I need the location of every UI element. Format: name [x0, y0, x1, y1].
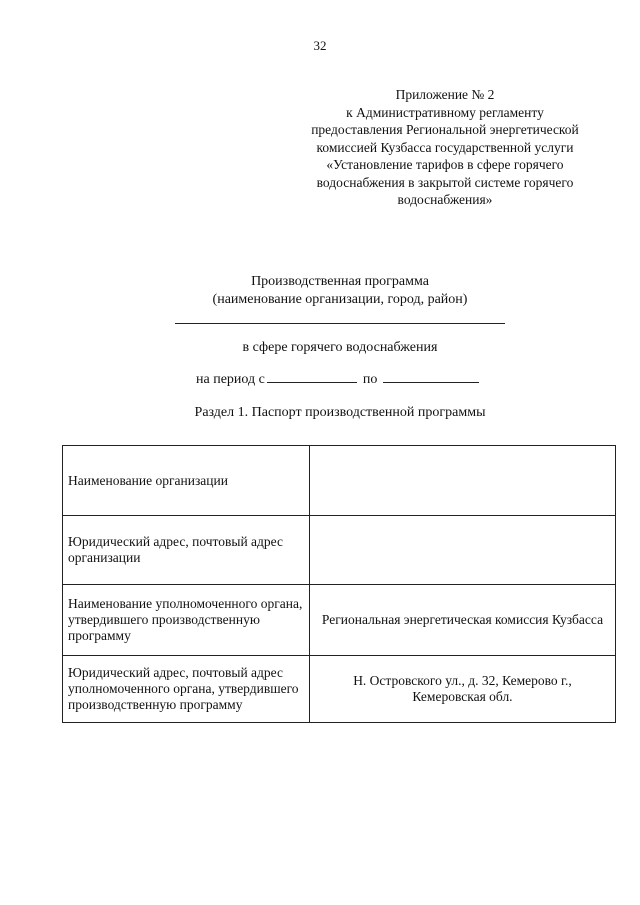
- appendix-line: комиссией Кузбасса государственной услуги: [316, 139, 574, 155]
- table-row: [63, 446, 616, 516]
- organization-underline: [175, 323, 505, 324]
- period-from-blank: [267, 368, 357, 383]
- table-row: [63, 656, 616, 723]
- appendix-line: предоставления Региональной энергетической: [311, 122, 579, 137]
- table-row: [63, 585, 616, 656]
- program-subtitle: (наименование организации, город, район): [212, 292, 468, 307]
- program-title-block: [0, 273, 640, 309]
- page-number: 32: [313, 38, 327, 53]
- program-title: Производственная программа: [251, 274, 429, 289]
- row-label: Наименование организации: [63, 446, 310, 516]
- period-to-label: по: [362, 372, 378, 387]
- appendix-line: «Установление тарифов в сфере горячего: [326, 157, 564, 172]
- row-label: Юридический адрес, почтовый адрес организации: [63, 516, 310, 585]
- row-value: Н. Островского ул., д. 32, Кемерово г., Кемеровская обл.: [310, 656, 616, 723]
- appendix-line: к Административному регламенту: [346, 104, 544, 120]
- row-label: Юридический адрес, почтовый адрес уполномоченного органа, утвердившего производственную программу: [63, 656, 310, 723]
- appendix-line: водоснабжения»: [397, 192, 493, 207]
- appendix-header: [290, 86, 600, 209]
- row-value: [310, 516, 616, 585]
- row-label: Наименование уполномоченного органа, утвердившего производственную программу: [63, 585, 310, 656]
- program-sphere: в сфере горячего водоснабжения: [242, 340, 438, 355]
- period-from-label: на период с: [196, 372, 265, 387]
- table-row: [63, 516, 616, 585]
- period-to-blank: [383, 368, 479, 383]
- row-value: Региональная энергетическая комиссия Кузбасса: [310, 585, 616, 656]
- appendix-line: Приложение № 2: [395, 87, 495, 102]
- passport-table: [62, 445, 616, 723]
- section-title: Раздел 1. Паспорт производственной программы: [194, 405, 486, 420]
- row-value: [310, 446, 616, 516]
- appendix-line: водоснабжения в закрытой системе горячего: [316, 174, 574, 190]
- period-line: [196, 368, 479, 388]
